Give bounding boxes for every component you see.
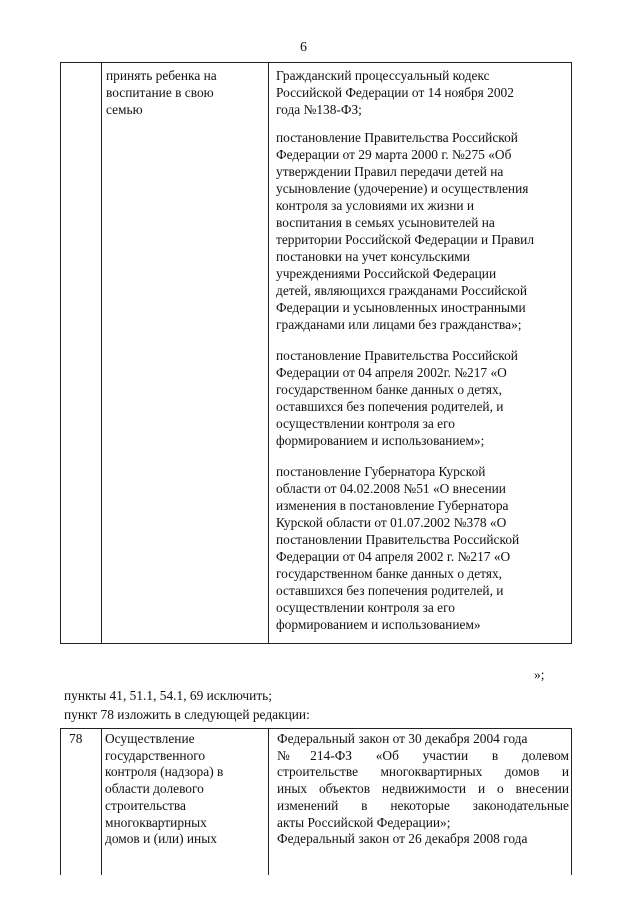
paragraph-line: Федерации от 29 марта 2000 г. №275 «Об [276,147,512,162]
service-description-cell [106,67,261,118]
paragraph-line: учреждениями Российской Федерации [276,266,497,281]
legal-act-resolution-275 [276,129,569,333]
item-number: 78 [69,731,83,746]
paragraph-line: осуществлении контроля за его [276,416,455,431]
paragraph-line: усыновление (удочерение) и осуществления [276,181,529,196]
cell-line: Федеральный закон от 26 декабря 2008 года [277,831,528,847]
paragraph-line: государственном банке данных о детях, [276,566,503,581]
paragraph-line: территории Российской Федерации и Правил [276,232,535,247]
regulations-table-item-78 [60,728,572,875]
cell-line: №214-ФЗ «Об участии в долевом [277,747,569,763]
regulations-table-continued [60,62,572,644]
legal-basis-cell [276,67,569,647]
paragraph-line: формированием и использованием»; [276,433,485,448]
paragraph-line: области от 04.02.2008 №51 «О внесении [276,481,506,496]
paragraph-line: Федерации от 04 апреля 2002г. №217 «О [276,365,507,380]
paragraph-line: изменения в постановление Губернатора [276,498,509,513]
cell-line: строительства [105,797,186,813]
column-divider [268,63,269,643]
legal-act-civil-procedure-code [276,67,569,118]
cell-line: акты Российской Федерации»; [277,814,451,830]
paragraph-line: Российской Федерации от 14 ноября 2002 [276,85,514,100]
column-divider [101,729,102,875]
instruction-line-exclude: пункты 41, 51.1, 54.1, 69 исключить; [64,688,273,703]
cell-line: контроля (надзора) в [105,764,224,780]
paragraph-line: оставшихся без попечения родителей, и [276,583,504,598]
cell-line: принять ребенка на [106,68,217,83]
cell-line: многоквартирных [105,814,207,830]
paragraph-line: детей, являющихся гражданами Российской [276,283,528,298]
paragraph-line: постановление Правительства Российской [276,348,518,363]
paragraph-line: государственном банке данных о детях, [276,382,503,397]
legal-basis-cell [277,731,569,848]
cell-line: изменений в некоторые законодательные [277,797,569,813]
paragraph-line: постановление Правительства Российской [276,130,518,145]
cell-line: Осуществление [105,731,195,746]
paragraph-line: утверждении Правил передачи детей на [276,164,504,179]
paragraph-line: Гражданский процессуальный кодекс [276,68,490,83]
paragraph-line: оставшихся без попечения родителей, и [276,399,504,414]
paragraph-line: Федерации и усыновленных иностранными [276,300,526,315]
paragraph-line: Курской области от 01.07.2002 №378 «О [276,515,507,530]
cell-line: воспитание в свою [106,85,214,100]
paragraph-line: контроля за условиями их жизни и [276,198,475,213]
column-divider [268,729,269,875]
paragraph-line: гражданами или лицами без гражданства»; [276,317,522,332]
cell-line: строительстве многоквартирных домов и [277,764,569,780]
page-number: 6 [300,40,307,55]
closing-quote: »; [534,667,545,682]
cell-line: домов и (или) иных [105,831,217,847]
paragraph-line: постановлении Правительства Российской [276,532,520,547]
paragraph-line: воспитания в семьях усыновителей на [276,215,495,230]
paragraph-line: постановление Губернатора Курской [276,464,486,479]
paragraph-line: формированием и использованием» [276,617,481,632]
paragraph-line: года №138-ФЗ; [276,102,362,117]
legal-act-resolution-217 [276,347,569,449]
column-divider [101,63,102,643]
paragraph-line: постановки на учет консульскими [276,249,470,264]
service-description-cell [105,731,265,848]
instruction-line-restate: пункт 78 изложить в следующей редакции: [64,707,310,722]
paragraph-line: Федерации от 04 апреля 2002 г. №217 «О [276,549,511,564]
cell-line: области долевого [105,781,204,797]
cell-line: семью [106,102,143,117]
cell-line: Федеральный закон от 30 декабря 2004 года [277,731,528,746]
paragraph-line: осуществлении контроля за его [276,600,455,615]
cell-line: иных объектов недвижимости и о внесении [277,781,569,797]
cell-line: государственного [105,747,206,763]
legal-act-governor-resolution-51 [276,463,569,633]
